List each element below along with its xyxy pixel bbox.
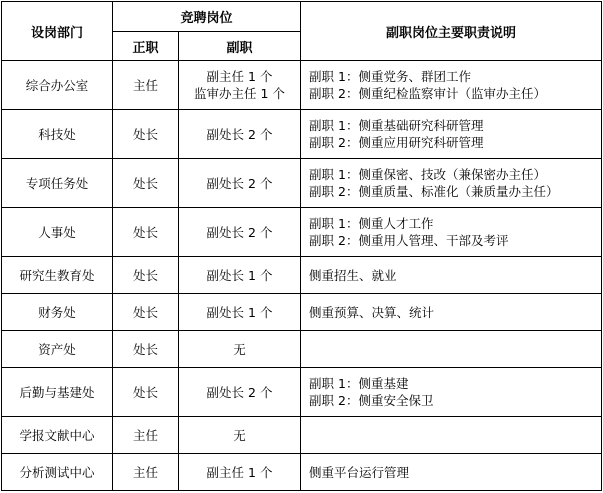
deputy-post-cell [179,110,301,159]
duties-cell [301,368,602,417]
deputy-line: 副主任 1 个 [206,69,273,84]
deputy-line: 副处长 1 个 [206,304,273,320]
table-row [2,61,602,110]
deputy-line: 无 [233,427,246,443]
main-post-cell: 主任 [113,61,179,110]
table-row [2,417,602,454]
table-row [2,368,602,417]
dept-cell: 分析测试中心 [2,454,113,491]
duty-line: 副职 2：侧重安全保卫 [309,393,434,408]
deputy-line: 副处长 2 个 [206,175,273,191]
main-post-cell: 处长 [113,257,179,294]
header-dept: 设岗部门 [2,2,113,61]
dept-cell: 学报文献中心 [2,417,113,454]
duties-cell [301,331,602,368]
table-row [2,159,602,208]
duties-cell [301,294,602,331]
main-post-cell: 处长 [113,331,179,368]
duty-line: 侧重招生、就业 [309,267,397,283]
deputy-post-cell [179,417,301,454]
header-duties: 副职岗位主要职责说明 [301,2,602,61]
dept-cell: 综合办公室 [2,61,113,110]
header-deputy-post: 副职 [179,32,301,61]
duties-cell [301,417,602,454]
duty-line: 副职 1：侧重基础研究科研管理 [309,118,484,133]
dept-cell: 资产处 [2,331,113,368]
duty-line: 副职 2：侧重用人管理、干部及考评 [309,233,509,248]
main-post-cell: 主任 [113,454,179,491]
position-table [1,1,602,491]
deputy-post-cell [179,61,301,110]
table-row [2,331,602,368]
duty-line: 副职 1：侧重基建 [309,376,409,391]
dept-cell: 后勤与基建处 [2,368,113,417]
deputy-line: 副主任 1 个 [206,464,273,480]
duty-line: 副职 2：侧重应用研究科研管理 [309,135,484,150]
main-post-cell: 处长 [113,368,179,417]
header-main-post: 正职 [113,32,179,61]
duty-line: 副职 2：侧重纪检监察审计（监审办主任） [309,86,546,101]
deputy-line: 无 [233,341,246,357]
duties-cell [301,110,602,159]
deputy-line: 副处长 2 个 [206,384,273,400]
duty-line: 侧重预算、决算、统计 [309,304,435,320]
deputy-post-cell [179,208,301,257]
duties-cell [301,208,602,257]
header-positions: 竞聘岗位 [113,2,301,32]
duties-cell [301,257,602,294]
main-post-cell: 处长 [113,110,179,159]
duty-line: 副职 2：侧重质量、标准化（兼质量办主任） [309,184,559,199]
duty-line: 副职 1：侧重保密、技改（兼保密办主任） [309,167,546,182]
table-row [2,454,602,491]
deputy-post-cell [179,368,301,417]
dept-cell: 专项任务处 [2,159,113,208]
table-row [2,257,602,294]
dept-cell: 研究生教育处 [2,257,113,294]
dept-cell: 财务处 [2,294,113,331]
deputy-line: 副处长 2 个 [206,126,273,142]
duty-line: 副职 1：侧重党务、群团工作 [309,69,471,84]
deputy-post-cell [179,294,301,331]
deputy-post-cell [179,257,301,294]
dept-cell: 科技处 [2,110,113,159]
dept-cell: 人事处 [2,208,113,257]
main-post-cell: 处长 [113,294,179,331]
duties-cell [301,454,602,491]
main-post-cell: 主任 [113,417,179,454]
deputy-line: 副处长 2 个 [206,224,273,240]
deputy-line: 副处长 1 个 [206,267,273,283]
deputy-post-cell [179,331,301,368]
duties-cell [301,61,602,110]
deputy-line: 监审办主任 1 个 [194,86,285,101]
deputy-post-cell [179,454,301,491]
table-row [2,208,602,257]
duties-cell [301,159,602,208]
table-row [2,110,602,159]
main-post-cell: 处长 [113,159,179,208]
duty-line: 副职 1：侧重人才工作 [309,216,434,231]
duty-line: 侧重平台运行管理 [309,464,410,480]
main-post-cell: 处长 [113,208,179,257]
deputy-post-cell [179,159,301,208]
table-row [2,294,602,331]
